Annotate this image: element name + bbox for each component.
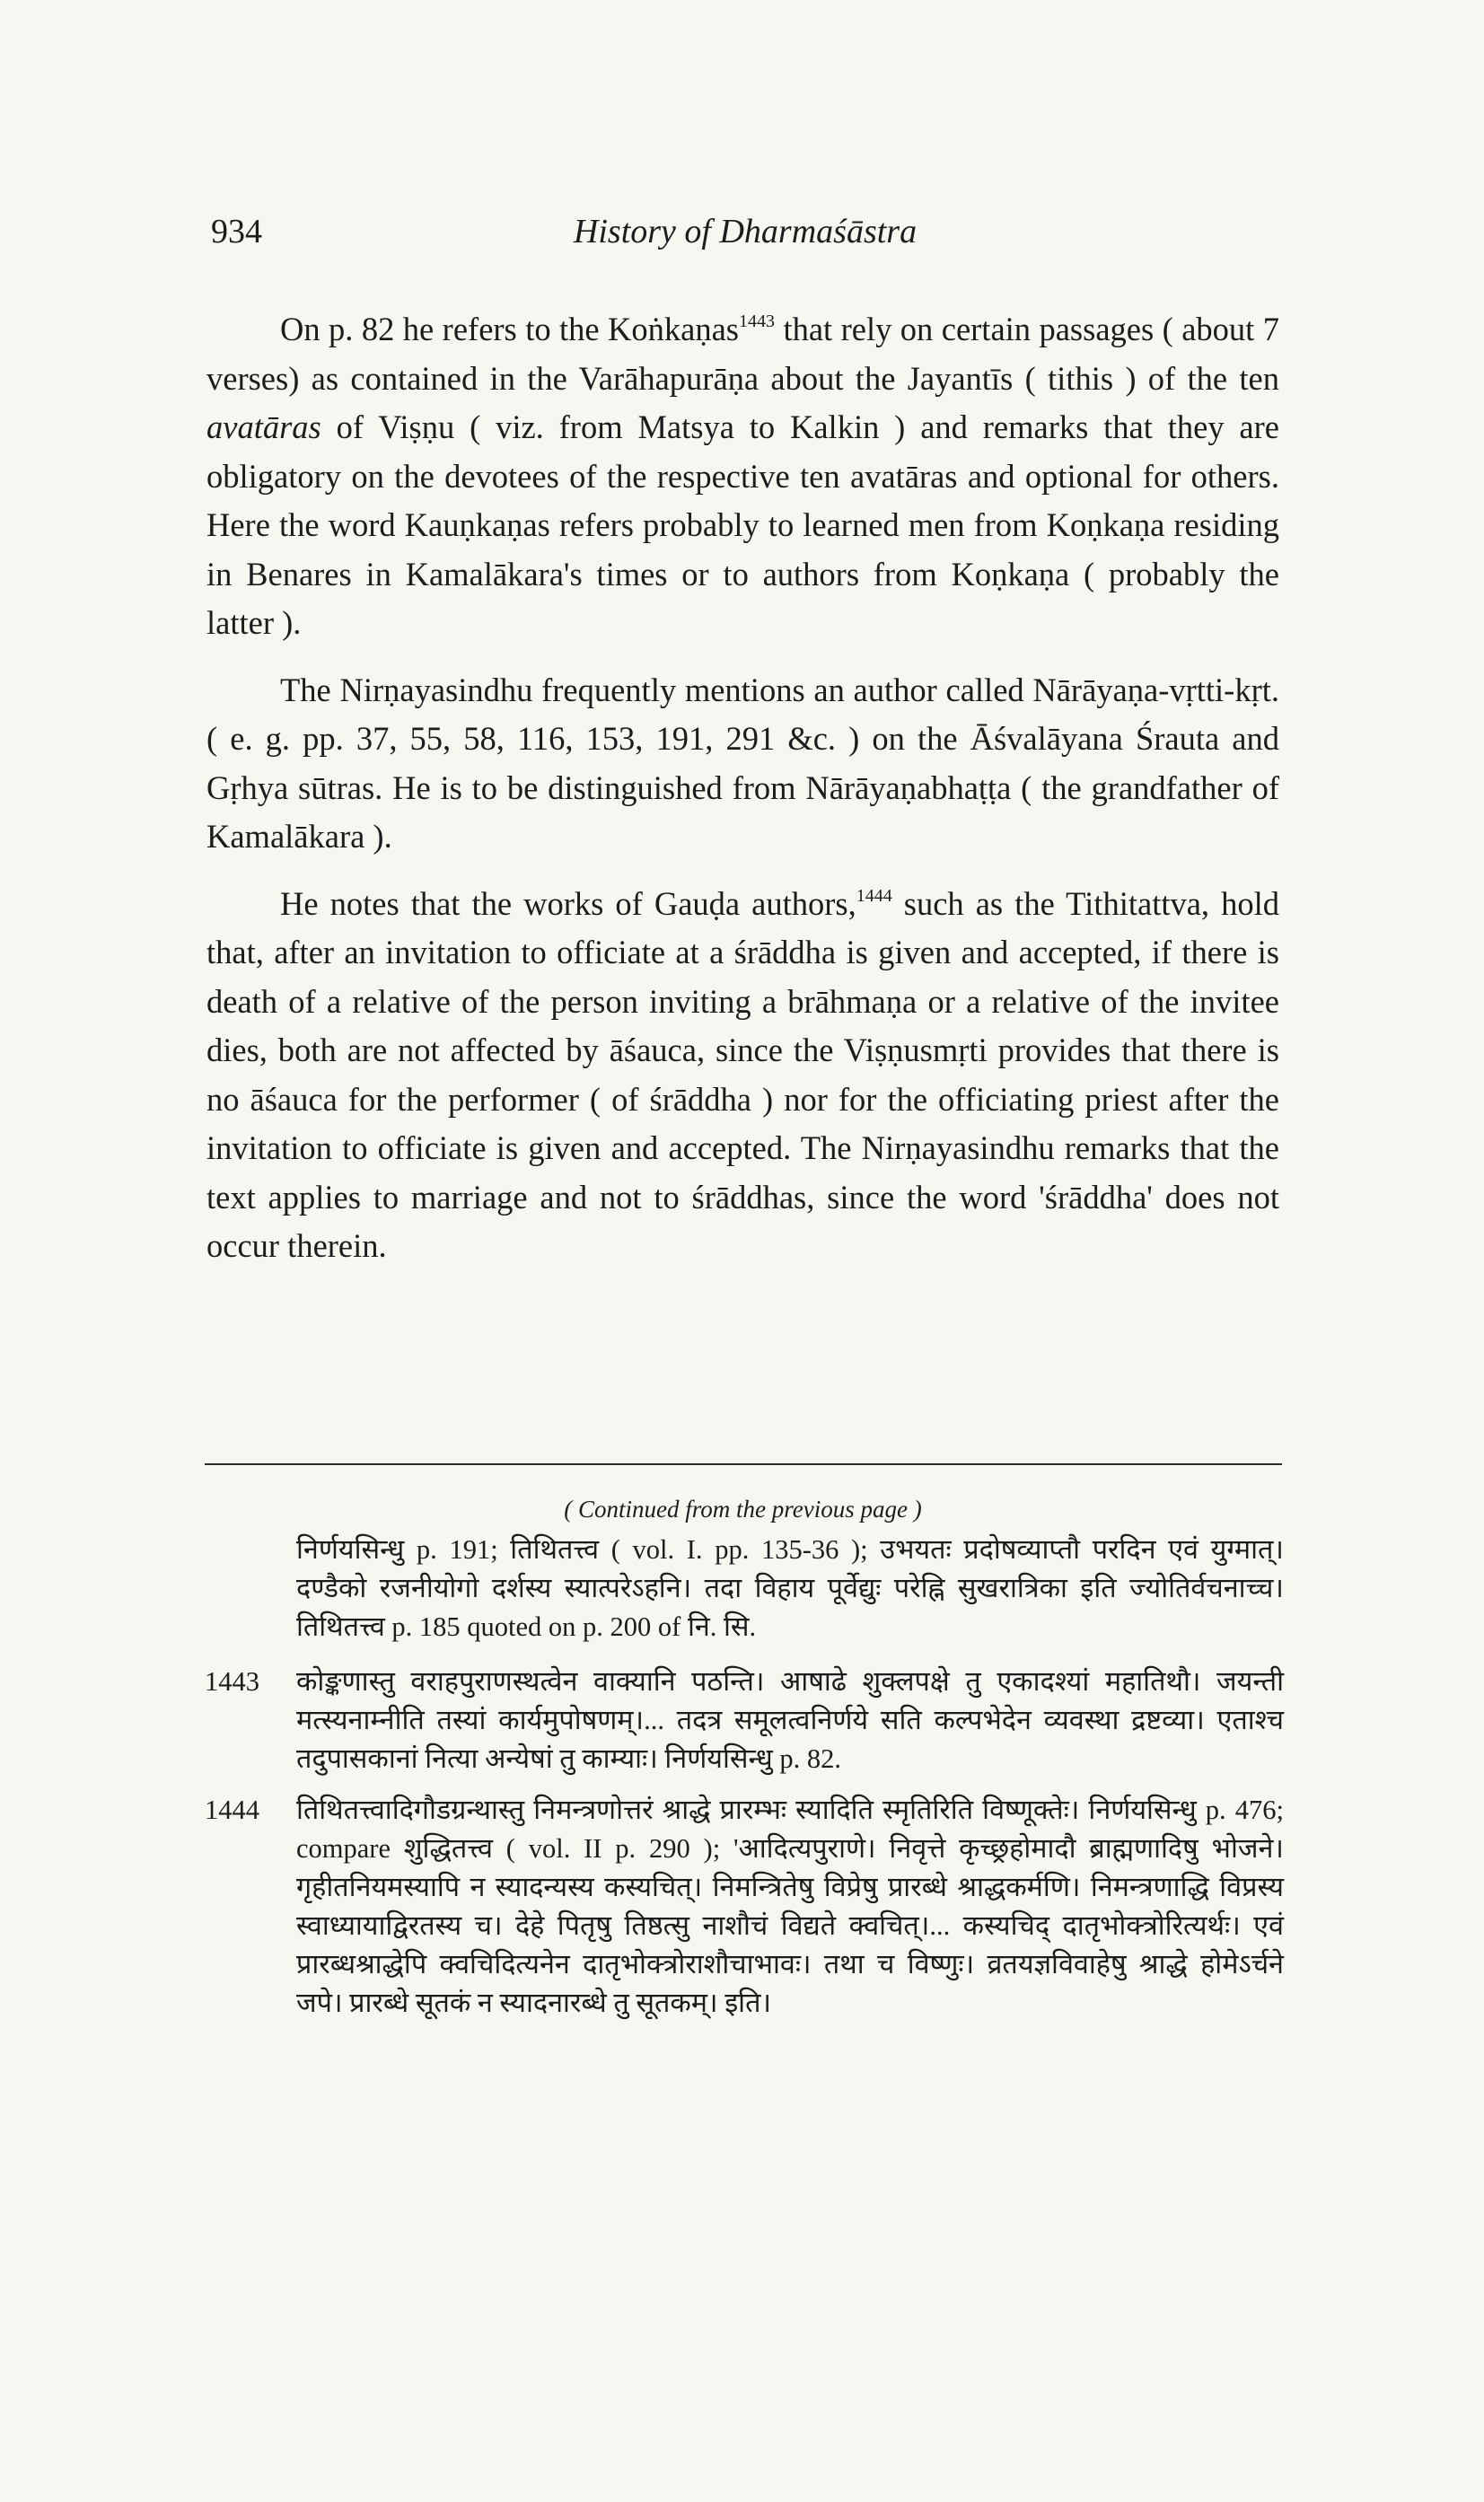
footnote-ref-1443: 1443 bbox=[739, 312, 776, 331]
continued-label: ( Continued from the previous page ) bbox=[564, 1496, 922, 1523]
footnote-continued: निर्णयसिन्धु p. 191; तिथितत्त्व ( vol. I. pp. 135-36 ); उभयतः प्रदोषव्याप्तौ परदिन एवं युग्मात्। दण्डैको रजनीयोगो दर्शस्य स्यात्परेऽहनि। तदा विहाय पूर्वेद्युः परेह्नि सुखरात्रिका इति ज्योतिर्वचनाच्च। तिथितत्त्व p. 185 quoted on p. 200 of नि. सि. bbox=[296, 1534, 1284, 1642]
footnote-text: तिथितत्त्वादिगौडग्रन्थास्तु निमन्त्रणोत्तरं श्राद्धे प्रारम्भः स्यादिति स्मृतिरिति विष्णूक्तेः। निर्णयसिन्धु p. 476; compare शुद्धितत्त्व ( vol. II p. 290 ); 'आदित्यपुराणे। निवृत्ते कृच्छ्रहोमादौ ब्राह्मणादिषु भोजने। गृहीतनियमस्यापि न स्यादन्यस्य कस्यचित्। निमन्त्रितेषु विप्रेषु प्रारब्धे श्राद्धकर्मणि। निमन्त्रणाद्धि विप्रस्य स्वाध्यायाद्विरतस्य च। देहे पितृषु तिष्ठत्सु नाशौचं विद्यते क्वचित्।... कस्यचिद् दातृभोक्त्रोरित्यर्थः। एवं प्रारब्धश्राद्धेपि क्वचिदित्यनेन दातृभोक्त्रोराशौचाभावः। तथा च विष्णुः। व्रतयज्ञविवाहेषु श्राद्धे होमेऽर्चने जपे। प्रारब्धे सूतकं न स्यादनारब्धे तु सूतकम्। इति। bbox=[296, 1795, 1284, 2018]
footnote-divider bbox=[205, 1463, 1282, 1465]
footnote-number: 1444 bbox=[205, 1795, 259, 1825]
footnotes bbox=[202, 1490, 1284, 2035]
footnote-1444 bbox=[202, 1791, 1284, 2023]
footnote-1443 bbox=[202, 1663, 1284, 1778]
page-number: 934 bbox=[211, 213, 262, 250]
running-title: History of Dharmaśāstra bbox=[573, 213, 918, 250]
paragraph-2: The Nirṇayasindhu frequently mentions an author called Nārāyaṇa-vṛtti-kṛt. ( e. g. pp. 37, 55, 58, 116, 153, 191, 291 &c. ) on the Āśvalāyana Śrauta and Gṛhya sūtras. He is to be distinguished from Nārāyaṇabhaṭṭa ( the grandfather of Kamalākara ). bbox=[206, 671, 1279, 855]
main-text bbox=[206, 305, 1279, 1289]
footnote-text: कोङ्कणास्तु वराहपुराणस्थत्वेन वाक्यानि पठन्ति। आषाढे शुक्लपक्षे तु एकादश्यां महातिथौ। जयन्ती मत्स्यनाम्नीति तस्यां कार्यमुपोषणम्।... तदत्र समूलत्वनिर्णये सति कल्पभेदेन व्यवस्था द्रष्टव्या। एताश्च तदुपासकानां नित्या अन्येषां तु काम्याः। निर्णयसिन्धु p. 82. bbox=[296, 1666, 1284, 1774]
page-header bbox=[211, 212, 1279, 266]
footnote-number: 1443 bbox=[205, 1666, 259, 1697]
paragraph-3: He notes that the works of Gauḍa authors,$^{1444}$ such as the Tithitattva, hold that, after an invitation to officiate at a śrāddha is given and accepted, if there is death of a relative of the person inviting a brāhmaṇa or a relative of the invitee dies, both are not affected by āśauca, since the Viṣṇusmṛti provides that there is no āśauca for the performer ( of śrāddha ) nor for the officiating priest after the invitation to officiate is given and accepted. The Nirṇayasindhu remarks that the text applies to marriage and not to śrāddhas, since the word 'śrāddha' does not occur therein. bbox=[206, 884, 1279, 1264]
paragraph-1: On p. 82 he refers to the Koṅkaṇas$^{1443}$ that rely on certain passages ( about 7 verses) as contained in the Varāhapurāṇa about the Jayantīs ( tithis ) of the ten avatāras of Viṣṇu ( viz. from Matsya to Kalkin ) and remarks that they are obligatory on the devotees of the respective ten avatāras and optional for others. Here the word Kauṇkaṇas refers probably to learned men from Koṇkaṇa residing in Benares in Kamalākara's times or to authors from Koṇkaṇa ( probably the latter ). bbox=[206, 311, 1279, 641]
footnote-ref-1444: 1444 bbox=[856, 885, 892, 906]
